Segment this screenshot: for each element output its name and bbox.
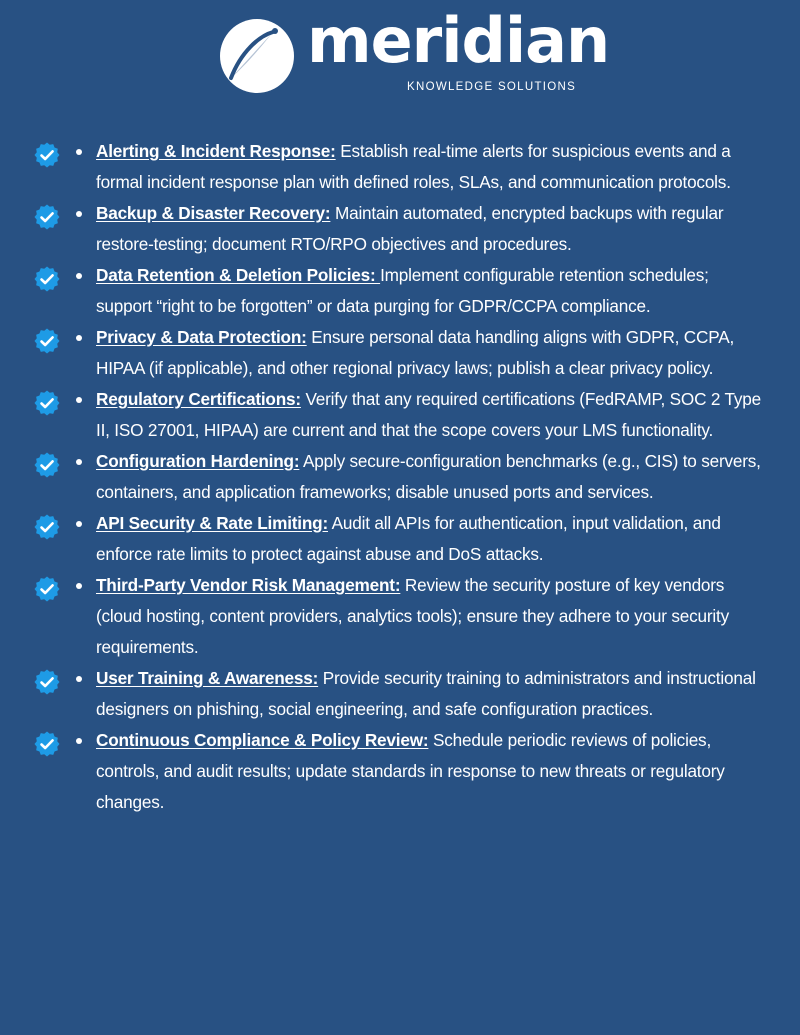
brand-tagline: KNOWLEDGE SOLUTIONS [407,81,577,93]
item-title: Regulatory Certifications: [96,389,301,409]
verified-check-icon [34,142,60,168]
bullet-dot [76,459,82,465]
item-text [96,136,766,198]
item-text [96,663,766,725]
item-title: Backup & Disaster Recovery: [96,203,331,223]
checklist-item [0,384,800,446]
verified-check-icon [34,514,60,540]
item-title: User Training & Awareness: [96,668,319,688]
checklist-item [0,725,800,818]
checklist-item [0,663,800,725]
item-text [96,384,766,446]
brand-name: meridian [307,4,610,77]
item-body: Provide security training to administrators and instructional designers on phishing, social engineering, and safe configuration practices. [96,668,756,719]
checklist-item [0,136,800,198]
checklist-item [0,570,800,663]
checklist-item [0,446,800,508]
item-body: Ensure personal data handling aligns with GDPR, CCPA, HIPAA (if applicable), and other regional privacy laws; publish a clear privacy policy. [96,327,735,378]
bullet-dot [76,676,82,682]
item-title: Privacy & Data Protection: [96,327,307,347]
checklist [0,136,800,818]
verified-check-icon [34,731,60,757]
bullet-dot [76,738,82,744]
item-text [96,260,766,322]
bullet-dot [76,211,82,217]
item-body: Review the security posture of key vendors (cloud hosting, content providers, analytics tools); ensure they adhere to your security requirements. [96,575,729,657]
item-body: Audit all APIs for authentication, input validation, and enforce rate limits to protect against abuse and DoS attacks. [96,513,721,564]
item-title: Third-Party Vendor Risk Management: [96,575,401,595]
bullet-dot [76,273,82,279]
meridian-logo [219,4,610,98]
item-title: Data Retention & Deletion Policies: [96,265,381,285]
item-body: Apply secure-configuration benchmarks (e.g., CIS) to servers, containers, and application frameworks; disable unused ports and services. [96,451,761,502]
item-body: Implement configurable retention schedules; support “right to be forgotten” or data purging for GDPR/CCPA compliance. [96,265,709,316]
checklist-item [0,508,800,570]
bullet-dot [76,149,82,155]
bullet-dot [76,335,82,341]
verified-check-icon [34,669,60,695]
checklist-item [0,322,800,384]
verified-check-icon [34,204,60,230]
item-text [96,570,766,663]
meridian-logo-mark-icon [219,18,295,94]
verified-check-icon [34,328,60,354]
item-text [96,198,766,260]
item-title: Configuration Hardening: [96,451,300,471]
item-body: Establish real-time alerts for suspicious events and a formal incident response plan with defined roles, SLAs, and communication protocols. [96,141,731,192]
bullet-dot [76,521,82,527]
checklist-item [0,198,800,260]
item-text [96,446,766,508]
item-body: Maintain automated, encrypted backups with regular restore-testing; document RTO/RPO objectives and procedures. [96,203,724,254]
bullet-dot [76,583,82,589]
item-body: Schedule periodic reviews of policies, controls, and audit results; update standards in response to new threats or regulatory changes. [96,730,725,812]
item-text [96,725,766,818]
item-body: Verify that any required certifications (FedRAMP, SOC 2 Type II, ISO 27001, HIPAA) are current and that the scope covers your LMS functionality. [96,389,761,440]
item-text [96,322,766,384]
verified-check-icon [34,452,60,478]
item-title: Alerting & Incident Response: [96,141,336,161]
item-text [96,508,766,570]
verified-check-icon [34,266,60,292]
bullet-dot [76,397,82,403]
item-title: Continuous Compliance & Policy Review: [96,730,429,750]
verified-check-icon [34,576,60,602]
item-title: API Security & Rate Limiting: [96,513,328,533]
checklist-item [0,260,800,322]
verified-check-icon [34,390,60,416]
